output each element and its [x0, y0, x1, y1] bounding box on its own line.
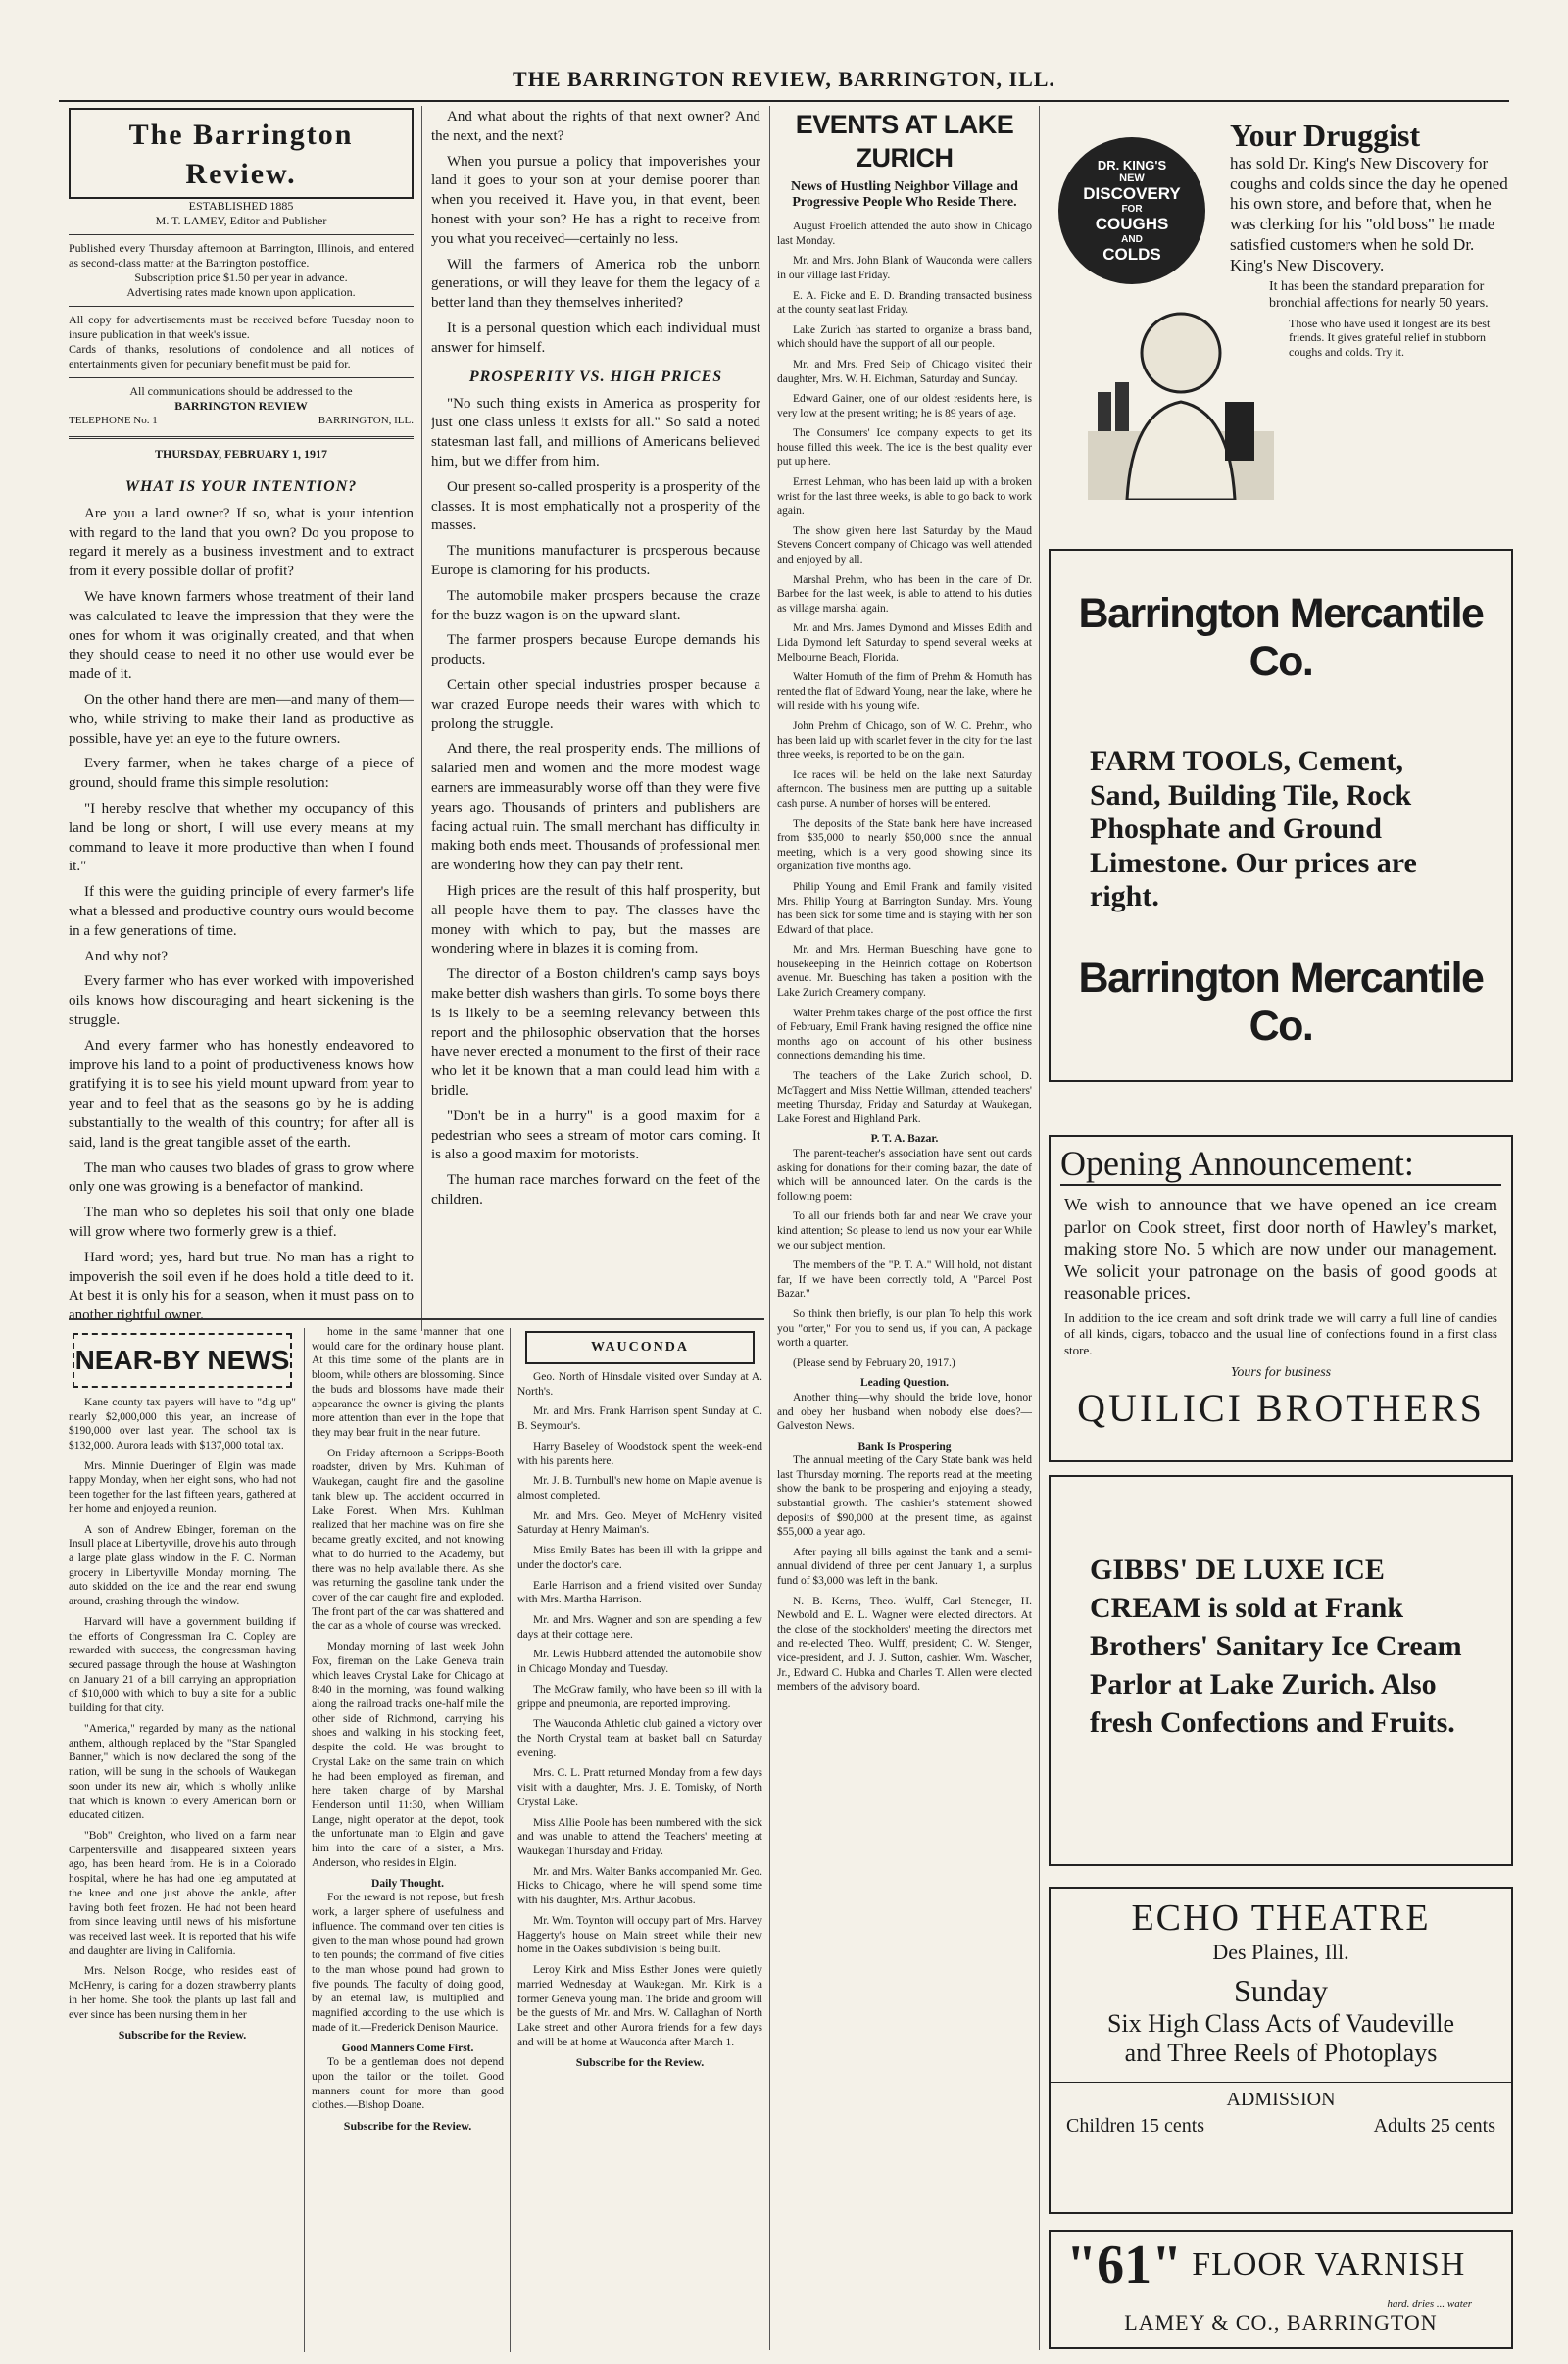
- news-item: Earle Harrison and a friend visited over Sunday with Mrs. Martha Harrison.: [517, 1579, 762, 1606]
- editorial-paragraph: The automobile maker prospers because the craze for the buzz wagon is on the upward slant.: [431, 587, 760, 623]
- wauconda-column: [517, 1325, 762, 2349]
- news-item: Kane county tax payers will have to "dig up" nearly $2,000,000 this year, an increase of $190,000 over last year. The school tax is $132,000. Aurora leads with $137,000 total tax.: [69, 1396, 296, 1452]
- echo-children: Children 15 cents: [1066, 2115, 1205, 2137]
- echo-day: Sunday: [1234, 1973, 1328, 2008]
- news-item: The Wauconda Athletic club gained a victory over the North Crystal team at basket ball on Saturday evening.: [517, 1718, 762, 1759]
- mercantile-title: Barrington Mercantile Co.: [1078, 590, 1484, 685]
- news-item: Ice races will be held on the lake next Saturday afternoon. The business men are putting up a suitable cash purse. A number of horses will be entered.: [777, 768, 1032, 810]
- editorial-paragraph: The man who so depletes his soil that only one blade will grow where two formerly grew is a thief.: [69, 1205, 414, 1240]
- news-item: Edward Gainer, one of our oldest residents here, is very low at the present writing; he is 89 years of age.: [777, 393, 1032, 419]
- news-item: Lake Zurich has started to organize a brass band, which should have the support of all our people.: [777, 323, 1032, 351]
- news-item: Mr. J. B. Turnbull's new home on Maple avenue is almost completed.: [517, 1475, 762, 1502]
- news-item: Mr. and Mrs. James Dymond and Misses Edith and Lida Dymond left Saturday to spend several weeks at Melbourne Beach, Florida.: [777, 622, 1032, 664]
- advertising-notice: Advertising rates made known upon application.: [126, 285, 356, 300]
- news-item: Mr. and Mrs. Frank Harrison spent Sunday at C. B. Seymour's.: [517, 1405, 762, 1433]
- poem-stanza: To all our friends both far and near We crave your kind attention; So please to lend us now your ear While we our subject mention.: [777, 1210, 1032, 1252]
- news-item: The Consumers' Ice company expects to get its house filled this week. The ice is the best quality ever put up here.: [777, 427, 1032, 468]
- editorial-paragraph: And there, the real prosperity ends. The millions of salaried men and women and the more modest wage earners are immeasurably worse off than they were five years ago. Thousands of printers and publishers are facing actual ruin. The small merchant has difficulty in making both ends meet. Thousands of professional men are wondering how they can pay their rent.: [431, 741, 760, 874]
- telephone: TELEPHONE No. 1: [69, 415, 158, 427]
- opening-announcement: Opening Announcement:: [1060, 1143, 1501, 1186]
- editorial-paragraph: The director of a Boston children's camp says boys make better dish washers than girls. To some boys there is is likely to be a seeming relevancy between this report and the philosophic observation that the horses have never erected a monument to the first of their race who let it be known that a man could lead him with a bridle.: [431, 966, 760, 1099]
- varnish-row: [1051, 2232, 1511, 2298]
- news-item: Marshal Prehm, who has been in the care of Dr. Barbee for the last week, is able to attend to his duties as village marshal again.: [777, 573, 1032, 615]
- editorial-paragraph: "I hereby resolve that whether my occupancy of this land be long or short, I will use every means at my command to leave it more productive than when I found it.": [69, 800, 414, 875]
- town: BARRINGTON, ILL.: [318, 415, 414, 427]
- echo-adults: Adults 25 cents: [1373, 2115, 1495, 2137]
- floor-varnish-ad: [1049, 2230, 1513, 2349]
- news-item: The McGraw family, who have been so ill with la grippe and pneumonia, are reported improving.: [517, 1683, 762, 1710]
- column-rule: [510, 1328, 511, 2352]
- news-item: home in the same manner that one would care for the ordinary house plant. At this time some of the plants are in bloom, while others are blossoming. Since the buds and blossoms have made their appearance the owner is giving the plants more attention than ever in the hope that they may bear fruit in the near future.: [312, 1326, 504, 1440]
- good-manners-title: Good Manners Come First.: [341, 2042, 474, 2054]
- paper-title: The Barrington Review.: [69, 108, 414, 199]
- news-item: E. A. Ficke and E. D. Branding transacted business at the county seat last Friday.: [777, 289, 1032, 317]
- news-item: A son of Andrew Ebinger, foreman on the Insull place at Libertyville, drove his auto through a large plate glass window in the F. C. Norman grocery in Libertyville Monday morning. The auto skidded on the ice and the rear end swung around, crashing through the window.: [69, 1523, 296, 1608]
- lake-zurich-column: [777, 108, 1032, 2347]
- lake-zurich-headline: EVENTS AT LAKE ZURICH: [795, 110, 1014, 173]
- editorial-headline: WHAT IS YOUR INTENTION?: [124, 477, 358, 495]
- editorial-paragraph: The farmer prospers because Europe demands his products.: [431, 632, 760, 668]
- news-item: Mr. and Mrs. Walter Banks accompanied Mr. Geo. Hicks to Chicago, where he will spend some time with his daughter, Mrs. Arthur Jacobus.: [517, 1865, 762, 1907]
- news-item: Mr. Lewis Hubbard attended the automobile show in Chicago Monday and Tuesday.: [517, 1649, 762, 1676]
- gibbs-body: GIBBS' DE LUXE ICE CREAM is sold at Frank Brothers' Sanitary Ice Cream Parlor at Lake Zurich. Also fresh Confections and Fruits.: [1090, 1553, 1462, 1739]
- subscription-notice: Subscription price $1.50 per year in advance.: [134, 271, 348, 285]
- editorial-paragraph: The human race marches forward on the feet of the children.: [431, 1172, 760, 1207]
- subscribe-footer: Subscribe for the Review.: [575, 2055, 705, 2070]
- editorial-paragraph: Every farmer who has ever worked with impoverished oils knows how discouraging and heart sickening is the struggle.: [69, 973, 414, 1028]
- echo-line-1: Six High Class Acts of Vaudeville: [1106, 2009, 1455, 2038]
- quilici-small: In addition to the ice cream and soft drink trade we will carry a full line of candies of all kinds, cigars, tobacco and the usual line of confections found in a first class store.: [1064, 1309, 1497, 1358]
- subscribe-footer: Subscribe for the Review.: [343, 2119, 472, 2134]
- varnish-title: FLOOR VARNISH: [1192, 2246, 1466, 2283]
- news-item: The show given here last Saturday by the Maud Stevens Concert company of Chicago was well attended and enjoyed by all.: [777, 524, 1032, 566]
- varnish-company: LAMEY & CO., BARRINGTON: [1124, 2310, 1438, 2335]
- dr-king-text: [1230, 118, 1509, 359]
- column-rule: [769, 106, 770, 2350]
- editorial-paragraph: "Don't be in a hurry" is a good maxim for a pedestrian who sees a stream of motor cars coming. It is also a good maxim for motorists.: [431, 1108, 760, 1163]
- news-item: John Prehm of Chicago, son of W. C. Prehm, who has been laid up with scarlet fever in the city for the last three weeks, is reported to be on the gain.: [777, 719, 1032, 762]
- news-item: (Please send by February 20, 1917.): [793, 1356, 956, 1369]
- published-notice: Published every Thursday afternoon at Barrington, Illinois, and entered as second-class matter at the Barrington postoffice.: [69, 241, 414, 271]
- gibbs-ad: [1049, 1475, 1513, 1866]
- editorial-paragraph: It is a personal question which each individual must answer for himself.: [431, 320, 760, 356]
- editorial-paragraph: Are you a land owner? If so, what is your intention with regard to the land that you own? Do you propose to regard it merely as a business investment and to extract from it every possible dollar of profit?: [69, 505, 414, 580]
- column-rule: [304, 1328, 305, 2352]
- news-item: August Froelich attended the auto show in Chicago last Monday.: [777, 221, 1032, 247]
- editorial-paragraph: "No such thing exists in America as prosperity for just one class unless it exists for all." So said a noted statesman last fall, and millions of Americans believed him, but we differ from him.: [431, 395, 760, 470]
- varnish-small: hard. dries ... water: [1387, 2298, 1472, 2310]
- masthead: THE BARRINGTON REVIEW, BARRINGTON, ILL.: [59, 67, 1509, 102]
- news-item: Mrs. Nelson Rodge, who resides east of McHenry, is caring for a dozen strawberry plants in her home. She took the plants up last fall and ever since has been nursing them in her: [69, 1965, 296, 2021]
- news-item: Miss Emily Bates has been ill with la grippe and under the doctor's care.: [517, 1545, 762, 1571]
- news-item: The annual meeting of the Cary State bank was held last Thursday morning. The reports read at the meeting show the bank to be prospering and enjoying a steady, substantial growth. The cashier's statement showed deposits of $90,000 at the present time, as against $55,000 a year ago.: [777, 1454, 1032, 1539]
- news-item: Leroy Kirk and Miss Esther Jones were quietly married Wednesday at Waukegan. Mr. Kirk is a former Geneva young man. The bride and groom will be the guests of Mr. and Mrs. W. Callaghan of North Lake street and other Aurora friends for a few days and will be at home at Wauconda after March 1.: [517, 1964, 762, 2048]
- news-item: Mr. Wm. Toynton will occupy part of Mrs. Harvey Haggerty's house on Main street while their new home in the Oakes subdivision is being built.: [517, 1914, 762, 1956]
- editorial-paragraph: When you pursue a policy that impoverishes your land it goes to your son at your demise poorer than when you received it. Have you, in that event, been honest with your son? He has a right to receive from you what you received—certainly no less.: [431, 153, 760, 247]
- column-rule: [1039, 106, 1040, 2350]
- section-divider: [69, 1318, 764, 1320]
- news-item: Harry Baseley of Woodstock spent the week-end with his parents here.: [517, 1440, 762, 1467]
- news-item: Mrs. Minnie Dueringer of Elgin was made happy Monday, when her eight sons, who had not been together for the last fifteen years, gathered at her home and enjoyed a reunion.: [69, 1459, 296, 1515]
- prosperity-headline: PROSPERITY VS. HIGH PRICES: [468, 368, 723, 385]
- news-item: Mr. and Mrs. Geo. Meyer of McHenry visited Saturday at Henry Maiman's.: [517, 1509, 762, 1537]
- news-item: Harvard will have a government building if the efforts of Congressman Ira C. Copley are rewarded with success, the congressman having secured passage through the house at Washington on January 21 of a bill carrying an appropriation of $10,000 with which to buy a site for a public building for that city.: [69, 1615, 296, 1715]
- echo-title: ECHO THEATRE: [1131, 1897, 1431, 1939]
- editorial-paragraph: Will the farmers of America rob the unborn generations, or will they leave for them the legacy of a better land than they themselves inherited?: [431, 256, 760, 312]
- editorial-paragraph: High prices are the result of this half prosperity, but all people have them to pay. The classes have the money with which to pay, but the masses are wondering where in blazes it is coming from.: [431, 883, 760, 958]
- nearby-news-column: [69, 1325, 296, 2349]
- varnish-number: "61": [1066, 2235, 1183, 2295]
- daily-thought: For the reward is not repose, but fresh work, a larger sphere of usefulness and influence. The command over ten cities is given to the man whose pound had grown to ten pounds; the command of five cities to the man whose pound had grown to five pounds. The faculty of doing good, by an eternal law, is multiplied and magnified according to the use which is made of it.—Frederick Denison Maurice.: [312, 1892, 504, 2034]
- quilici-brothers: QUILICI BROTHERS: [1077, 1386, 1485, 1431]
- editorial-paragraph: If this were the guiding principle of every farmer's life what a blessed and productive country ours would become in a few generations of time.: [69, 884, 414, 939]
- news-item: Ernest Lehman, who has been laid up with a broken wrist for the last three weeks, is able to go back to work again.: [777, 476, 1032, 517]
- news-item: Mr. and Mrs. Wagner and son are spending a few days at their cottage here.: [517, 1613, 762, 1641]
- editorial-paragraph: And what about the rights of that next owner? And the next, and the next?: [431, 109, 760, 144]
- dr-king-friends: Those who have used it longest are its best friends. It gives grateful relief in stubborn coughs and colds. Try it.: [1289, 317, 1491, 359]
- editorial-paragraph: The man who causes two blades of grass to grow where only one was growing is a benefactor of mankind.: [69, 1159, 414, 1196]
- editorial-column-2: [431, 108, 760, 1323]
- news-item: Mr. and Mrs. John Blank of Wauconda were callers in our village last Friday.: [777, 255, 1032, 281]
- editor: M. T. LAMEY, Editor and Publisher: [155, 214, 327, 228]
- editorial-paragraph: Every farmer, when he takes charge of a piece of ground, should frame this simple resolution:: [69, 756, 414, 792]
- cards-notice: Cards of thanks, resolutions of condolence and all notices of entertainments given for pecuniary benefit must be paid for.: [69, 342, 414, 371]
- your-druggist-heading: Your Druggist: [1230, 118, 1421, 153]
- echo-theatre-ad: [1049, 1887, 1513, 2214]
- editorial-paragraph: Hard word; yes, hard but true. No man has a right to impoverish the soil even if he does hold a title deed to it. At best it is only his for a season, when it must pass on to another rightful owner.: [69, 1249, 414, 1323]
- news-item: "America," regarded by many as the national anthem, although replaced by the "Star Spangled Banner," which is now declared the song of the nation, will be sung in the schools of Waukegan soon under its new air, which is wholly unlike that which is known to every American born or educated citizen.: [69, 1722, 296, 1822]
- dr-king-body: has sold Dr. King's New Discovery for coughs and colds since the day he opened his own store, and before that, when he was clerking for his "old boss" he made satisfied customers when he sold Dr. King's New Discovery.: [1230, 154, 1508, 274]
- leading-question-title: Leading Question.: [859, 1377, 950, 1390]
- quilici-ad: [1049, 1135, 1513, 1462]
- contact-line: [69, 414, 414, 428]
- communications: All communications should be addressed to the: [129, 384, 353, 399]
- news-item: After paying all bills against the bank and a semi-annual dividend of three per cent January 1, a surplus fund of $3,000 was left in the bank.: [777, 1546, 1032, 1588]
- news-item: Mrs. C. L. Pratt returned Monday from a few days visit with a daughter, Mrs. J. E. Tomisky, of North Crystal Lake.: [517, 1767, 762, 1808]
- news-item: On Friday afternoon a Scripps-Booth roadster, driven by Mrs. Kuhlman of Waukegan, caught fire and the gasoline tank blew up. The accident occurred in Lake Forest. When Mrs. Kuhlman realized that her machine was on fire she became greatly excited, and not knowing what to do hurried to the Academy, but there was no help available there. As she was returning the gasoline tank under the cover of the car caught fire and exploded. The front part of the car was shattered and the car as a whole of course was wrecked.: [312, 1447, 504, 1633]
- lake-zurich-subhead: News of Hustling Neighbor Village and Progressive People Who Reside There.: [791, 178, 1018, 211]
- wauconda-title: WAUCONDA: [525, 1331, 755, 1364]
- echo-prices: [1051, 2111, 1511, 2142]
- news-item: Mr. and Mrs. Herman Buesching have gone to housekeeping in the Heinrich cottage on Robertson avenue. Mr. Buesching has taken a position with the Lake Zurich Creamery company.: [777, 944, 1032, 1000]
- middle-news-column: [312, 1325, 504, 2349]
- mercantile-title-bottom: Barrington Mercantile Co.: [1078, 955, 1484, 1050]
- yours-for-business: Yours for business: [1230, 1365, 1332, 1381]
- news-item: Monday morning of last week John Fox, fireman on the Lake Geneva train which leaves Crystal Lake for Chicago at 8:40 in the morning, was found walking along the railroad tracks one-half mile the other side of Richmond, carrying his shoes and walking in his stocking feet, despite the cold. He was brought to Crystal Lake on the same train on which he had been employed as fireman, and here taken charge of by Marshal Henderson until 11:30, when William Lange, night operator at the depot, took the unfortunate man to Elgin and gave him into the care of a sister, a Mrs. Anderson, who resides in Elgin.: [312, 1641, 504, 1869]
- editorial-paragraph: Certain other special industries prosper because a war crazed Europe needs their wares with which to prolong the struggle.: [431, 677, 760, 732]
- subscribe-footer: Subscribe for the Review.: [118, 2028, 247, 2043]
- echo-admission: ADMISSION: [1051, 2082, 1511, 2111]
- editorial-paragraph: Our present so-called prosperity is a prosperity of the classes. It is most emphatically not a prosperity of the masses.: [431, 478, 760, 534]
- poem-stanza: The members of the "P. T. A." Will hold, not distant far, If we have been correctly told, A "Parcel Post Bazar.": [777, 1259, 1032, 1301]
- review-name: BARRINGTON REVIEW: [174, 399, 308, 414]
- news-item: The teachers of the Lake Zurich school, D. McTaggert and Miss Nettie Willman, attended teachers' meeting Thursday, Friday and Saturday at Waukegan, Lake Forest and Highland Park.: [777, 1070, 1032, 1125]
- mercantile-body: FARM TOOLS, Cement, Sand, Building Tile, Rock Phosphate and Ground Limestone. Our prices are right.: [1090, 745, 1417, 912]
- editorial-paragraph: And why not?: [84, 948, 168, 964]
- news-item: N. B. Kerns, Theo. Wulff, Carl Steneger, H. Newbold and E. L. Wagner were elected directors. At the close of the stockholders' meeting the directors met and re-elected Theo. Wulff, president; C. W. Stenger, vice-president, and J. J. Sutton, cashier. Wm. Wascher, Jr., Edward C. Hubka and Charles T. Allen were elected members of the advisory board.: [777, 1595, 1032, 1694]
- news-item: Walter Homuth of the firm of Prehm & Homuth has rented the flat of Edward Young, near the lake, where he will reside with his young wife.: [777, 671, 1032, 713]
- echo-town: Des Plaines, Ill.: [1212, 1940, 1349, 1964]
- good-manners: To be a gentleman does not depend upon the tailor or the toilet. Good manners count for more than good clothes.—Bishop Doane.: [312, 2056, 504, 2112]
- news-item: Walter Prehm takes charge of the post office the first of February, Emil Frank having resigned the office nine months ago on account of his other business connections demanding his time.: [777, 1007, 1032, 1062]
- pta-title: P. T. A. Bazar.: [870, 1133, 939, 1146]
- news-item: Miss Allie Poole has been numbered with the sick and was unable to attend the Teachers' meeting at Waukegan Thursday and Friday.: [517, 1816, 762, 1858]
- dr-king-ad: [1049, 118, 1509, 510]
- issue-date: THURSDAY, FEBRUARY 1, 1917: [155, 446, 327, 461]
- editorial-paragraph: The munitions manufacturer is prosperous because Europe is clamoring for his products.: [431, 543, 760, 579]
- news-item: Geo. North of Hinsdale visited over Sunday at A. North's.: [517, 1370, 762, 1398]
- news-item: Another thing—why should the bride love, honor and obey her husband when nobody else does?—Galveston News.: [777, 1391, 1032, 1433]
- echo-line-2: and Three Reels of Photoplays: [1124, 2039, 1438, 2067]
- daily-thought-title: Daily Thought.: [371, 1877, 444, 1890]
- nearby-news-title: NEAR-BY NEWS: [73, 1333, 292, 1388]
- established: ESTABLISHED 1885: [188, 199, 294, 214]
- dr-king-badge: DR. KING'S NEW DISCOVERY FOR COUGHS AND COLDS: [1058, 137, 1205, 284]
- quilici-body: We wish to announce that we have opened an ice cream parlor on Cook street, first door north of Hawley's market, making store No. 5 which are now under our management. We solicit your patronage on the basis of good goods at reasonable prices.: [1064, 1195, 1497, 1303]
- copy-notice: All copy for advertisements must be received before Tuesday noon to insure publication in that week's issue.: [69, 313, 414, 342]
- editorial-paragraph: On the other hand there are men—and many of them—who, while striving to make their land as productive as possible, have yet an eye to the future owners.: [69, 691, 414, 747]
- bank-title: Bank Is Prospering: [858, 1440, 952, 1453]
- news-item: The parent-teacher's association have sent out cards asking for donations for their coming bazar, the date of which will be announced later. On the cards is the following poem:: [777, 1148, 1032, 1203]
- editorial-paragraph: And every farmer who has honestly endeavored to improve his land to a point of productiveness knows how gratifying it is to see his yield mount upward from year to year and to feel that as the seasons go by he is adding substantially to the wealth of this country; for after all is said, land is the great tangible asset of the earth.: [69, 1037, 414, 1151]
- poem-stanza: So think then briefly, is our plan To help this work you "orter," For you to send us, if you can, A package worth a quarter.: [777, 1307, 1032, 1350]
- news-item: Philip Young and Emil Frank and family visited Mrs. Philip Young at Barrington Sunday. Mrs. Young has been sick for some time and is staying with her son Edward of that place.: [777, 880, 1032, 936]
- dr-king-standard: It has been the standard preparation for bronchial affections for nearly 50 years.: [1269, 279, 1489, 312]
- news-item: The deposits of the State bank here have increased from $35,000 to nearly $50,000 since the annual meeting, which is a very good showing since its organization five months ago.: [777, 817, 1032, 873]
- column-rule: [421, 106, 422, 1331]
- news-item: Mr. and Mrs. Fred Seip of Chicago visited their daughter, Mrs. W. H. Eichman, Saturday and Sunday.: [777, 358, 1032, 385]
- mercantile-ad: [1049, 549, 1513, 1082]
- editorial-paragraph: We have known farmers whose treatment of their land was calculated to leave the impression that they were the ones for whom it was originally created, and that when they should cease to need it no other use would ever be made of it.: [69, 589, 414, 683]
- editorial-column: [69, 108, 414, 1323]
- news-item: "Bob" Creighton, who lived on a farm near Carpentersville and disappeared sixteen years ago, has been heard from. He is in a Colorado hospital, where he has had one leg amputated at the knee and one just above the ankle, after having both feet frozen. He had not been heard from since leaving until news of his misfortune was received last week. It is reported that his wife and daughter are living in California.: [69, 1829, 296, 1957]
